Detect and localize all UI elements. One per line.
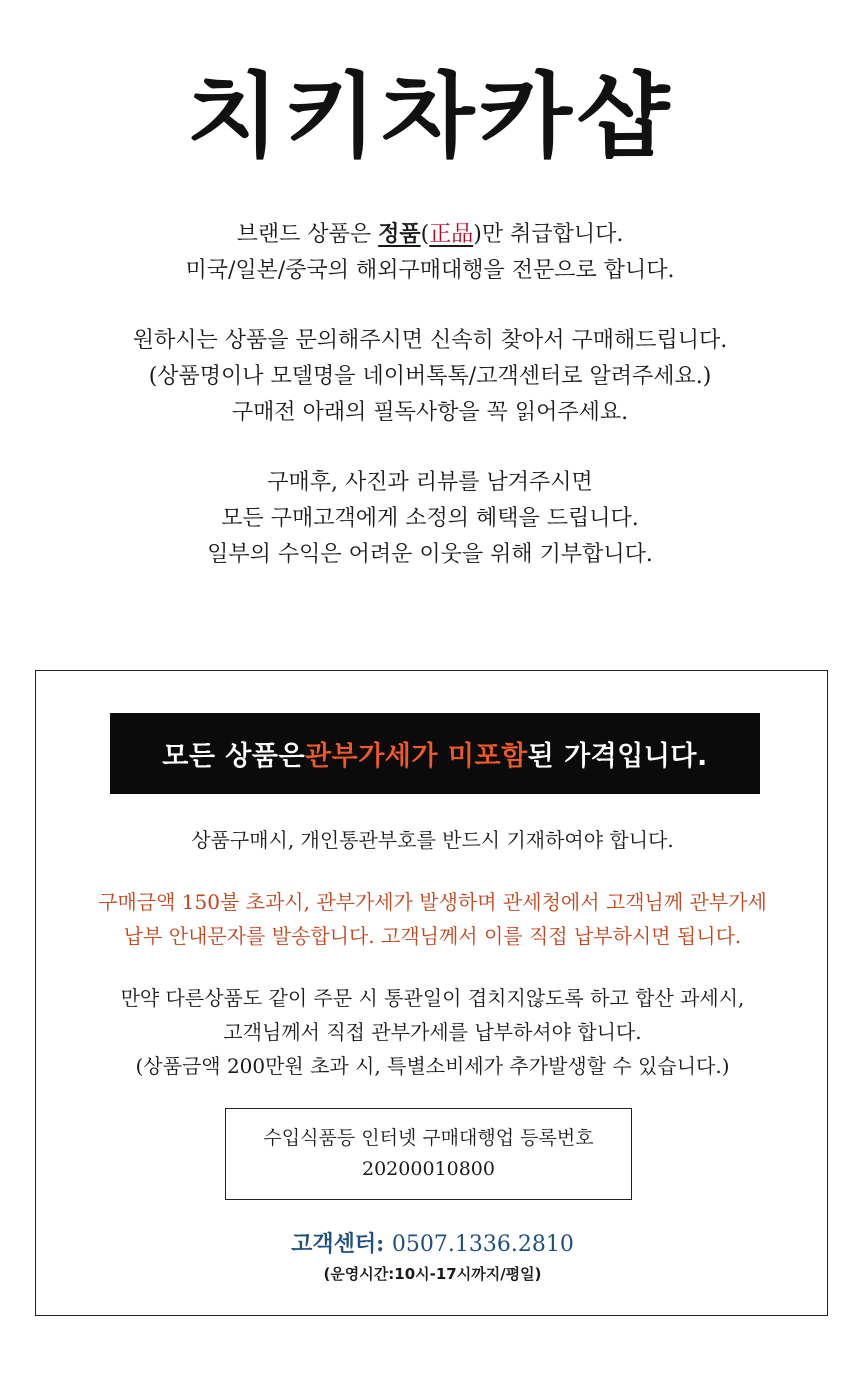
- intro-line5: 구매전 아래의 필독사항을 꼭 읽어주세요.: [231, 400, 629, 425]
- genuine-bold: 정품: [378, 221, 421, 247]
- operating-hours: (운영시간:10시-17시까지/평일): [323, 1265, 542, 1283]
- tax-warning: [36, 885, 829, 953]
- genuine-hanja: 正品: [429, 222, 474, 247]
- customer-center: [36, 1227, 829, 1258]
- intro-line-genuine: [0, 216, 860, 253]
- intro-line7: 모든 구매고객에게 소정의 혜택을 드립니다.: [221, 506, 639, 531]
- banner-after: 된 가격입니다.: [527, 741, 708, 772]
- combined-tax-notice: [36, 981, 829, 1083]
- combine-line3: (상품금액 200만원 초과 시, 특별소비세가 추가발생할 수 있습니다.): [135, 1054, 730, 1078]
- intro-line1-before: 브랜드 상품은: [236, 222, 379, 247]
- intro-line8: 일부의 수익은 어려운 이웃을 위해 기부합니다.: [207, 542, 653, 567]
- customs-line: 상품구매시, 개인통관부호를 반드시 기재하여야 합니다.: [191, 828, 674, 852]
- warn-line1: 구매금액 150불 초과시, 관부가세가 발생하며 관세청에서 고객님께 관부가세: [98, 890, 767, 914]
- brand-title: 치키차카샵: [186, 63, 674, 170]
- tax-banner: [110, 713, 760, 794]
- registration-label: 수입식품등 인터넷 구매대행업 등록번호: [263, 1127, 594, 1149]
- intro-line6: 구매후, 사진과 리뷰를 남겨주시면: [267, 470, 593, 495]
- intro-line4: (상품명이나 모델명을 네이버톡톡/고객센터로 알려주세요.): [148, 364, 712, 389]
- combine-line2: 고객님께서 직접 관부가세를 납부하셔야 합니다.: [223, 1020, 642, 1044]
- intro-line2: 미국/일본/중국의 해외구매대행을 전문으로 합니다.: [185, 258, 675, 283]
- intro-line1-after: 만 취급합니다.: [481, 222, 624, 247]
- registration-number: 20200010800: [362, 1158, 495, 1180]
- cs-label: 고객센터:: [291, 1231, 392, 1257]
- warn-line2: 납부 안내문자를 발송합니다. 고객님께서 이를 직접 납부하시면 됩니다.: [123, 924, 742, 948]
- banner-before: 모든 상품은: [162, 741, 306, 772]
- paren-open: (: [420, 222, 430, 247]
- cs-phone[interactable]: 0507.1336.2810: [391, 1232, 574, 1257]
- registration-box: [225, 1108, 632, 1200]
- customs-code-notice: [36, 823, 829, 857]
- combine-line1: 만약 다른상품도 같이 주문 시 통관일이 겹치지않도록 하고 합산 과세시,: [120, 986, 745, 1010]
- notice-box: [35, 670, 828, 1316]
- paren-close: ): [473, 222, 482, 247]
- banner-highlight: 관부가세가 미포함: [305, 741, 528, 772]
- intro-text: [0, 216, 860, 573]
- intro-line3: 원하시는 상품을 문의해주시면 신속히 찾아서 구매해드립니다.: [132, 328, 728, 353]
